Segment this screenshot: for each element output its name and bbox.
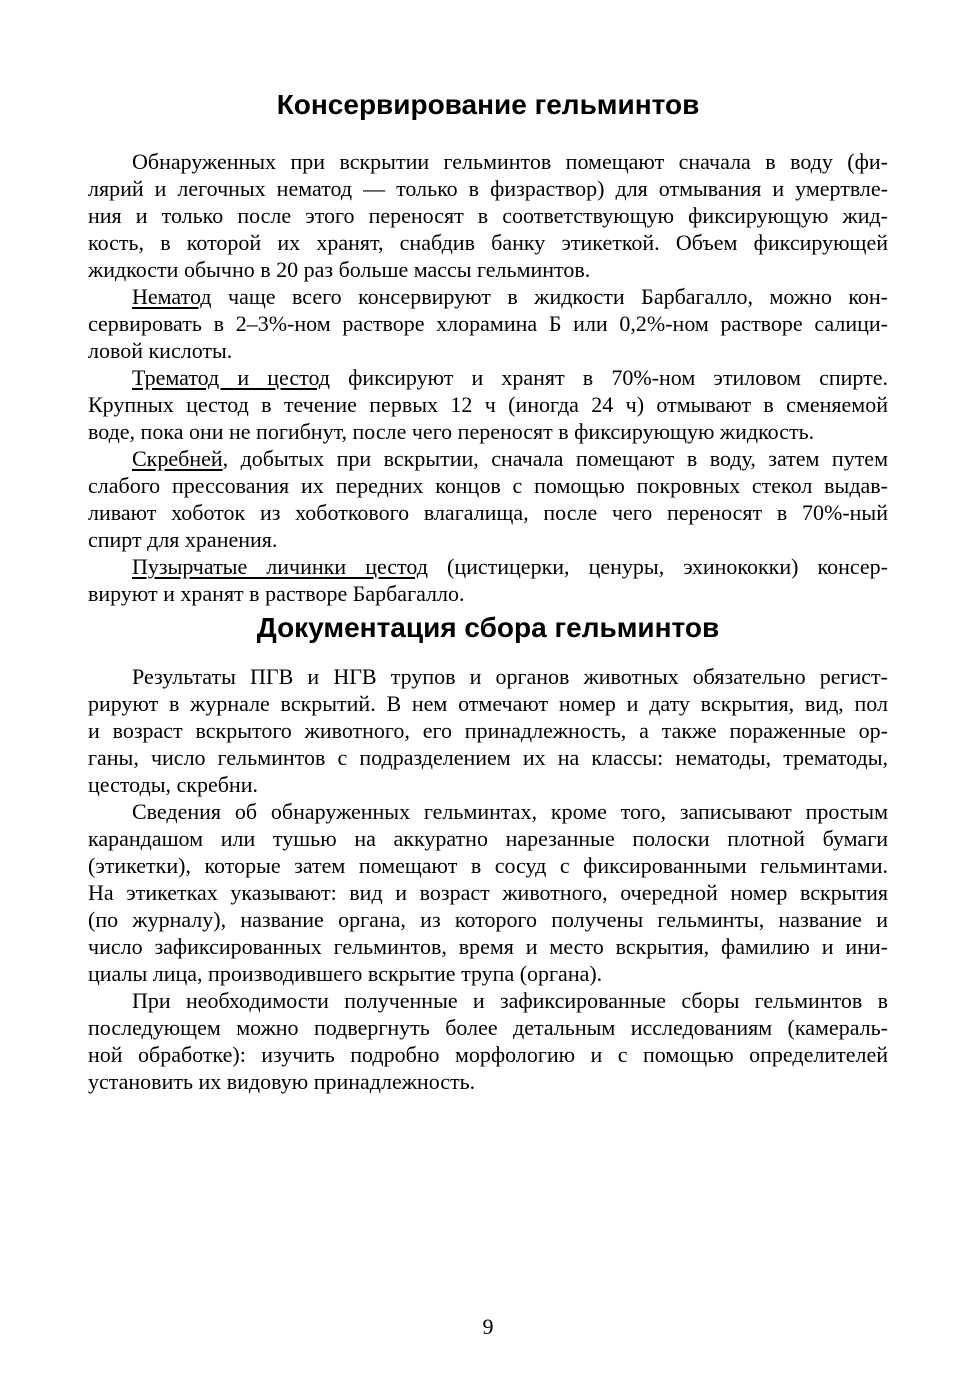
section-preservation-paragraphs [88,148,888,607]
text-line: жидкости обычно в 20 раз больше массы гельминтов. [88,257,591,282]
text-line: ловой кислоты. [88,338,233,363]
section-title-documentation: Документация сбора гельминтов [256,612,720,643]
paragraph [88,987,888,1095]
paragraph [88,283,888,364]
paragraph [88,364,888,445]
text-line: слабого прессования их передних концов с помощью покровных стекол выдав- [88,473,888,498]
text-line: Трематод и цестод фиксируют и хранят в 70%-ном этиловом спирте. [132,365,888,390]
text-line: число зафиксированных гельминтов, время и место вскрытия, фамилию и ини- [88,934,888,959]
text-line: ния и только после этого переносят в соответствующую фиксирующую жид- [88,203,888,228]
text-line: Нематод чаще всего консервируют в жидкости Барбагалло, можно кон- [132,284,888,309]
text-line: Сведения об обнаруженных гельминтах, кроме того, записывают простым [132,799,888,824]
text-line: лярий и легочных нематод — только в физраствор) для отмывания и умертвле- [88,176,888,201]
underlined-term: Нематод [132,284,212,309]
text-line: (по журналу), название органа, из которого получены гельминты, название и [88,907,888,932]
text-line: ливают хоботок из хоботкового влагалища, после чего переносят в 70%-ный [88,500,888,525]
text-line: спирт для хранения. [88,527,278,552]
text-line: Обнаруженных при вскрытии гельминтов помещают сначала в воду (фи- [132,149,888,174]
text-line: и возраст вскрытого животного, его принадлежность, а также пораженные ор- [88,718,888,743]
text-line: Пузырчатые личинки цестод (цистицерки, ценуры, эхинококки) консер- [132,554,888,579]
paragraph [88,553,888,607]
text-line: установить их видовую принадлежность. [88,1069,476,1094]
text-line: воде, пока они не погибнут, после чего переносят в фиксирующую жидкость. [88,419,815,444]
paragraph [88,445,888,553]
section-title-preservation: Консервирование гельминтов [276,89,700,120]
text-line: рируют в журнале вскрытий. В нем отмечают номер и дату вскрытия, вид, пол [88,691,888,716]
text-line: (этикетки), которые затем помещают в сосуд с фиксированными гельминтами. [88,853,888,878]
text-line: последующем можно подвергнуть более детальным исследованиям (камераль- [88,1015,888,1040]
text-line: Крупных цестод в течение первых 12 ч (иногда 24 ч) отмывают в сменяемой [88,392,888,417]
text-line: Скребней, добытых при вскрытии, сначала помещают в воду, затем путем [132,446,888,471]
underlined-term: Трематод и цестод [132,365,331,390]
paragraph [88,663,888,798]
paragraph [88,148,888,283]
text-line: кость, в которой их хранят, снабдив банку этикеткой. Объем фиксирующей [88,230,888,255]
text-block [0,88,980,1340]
text-line: При необходимости полученные и зафиксированные сборы гельминтов в [132,988,888,1013]
text-line: циалы лица, производившего вскрытие трупа (органа). [88,961,603,986]
underlined-term: Пузырчатые личинки цестод [132,554,428,579]
page-number: 9 [482,1314,494,1339]
text-line: На этикетках указывают: вид и возраст животного, очередной номер вскрытия [88,880,888,905]
underlined-term: Скребней [132,446,223,471]
paragraph [88,798,888,987]
text-line: вируют и хранят в растворе Барбагалло. [88,581,465,606]
text-line: цестоды, скребни. [88,772,258,797]
text-line: ганы, число гельминтов с подразделением их на классы: нематоды, трематоды, [88,745,888,770]
text-line: ной обработке): изучить подробно морфологию и с помощью определителей [88,1042,888,1067]
text-line: Результаты ПГВ и НГВ трупов и органов животных обязательно регист- [132,664,888,689]
text-line: сервировать в 2–3%-ном растворе хлорамина Б или 0,2%-ном растворе салици- [88,311,888,336]
section-documentation-paragraphs [88,663,888,1095]
text-line: карандашом или тушью на аккуратно нарезанные полоски плотной бумаги [88,826,888,851]
